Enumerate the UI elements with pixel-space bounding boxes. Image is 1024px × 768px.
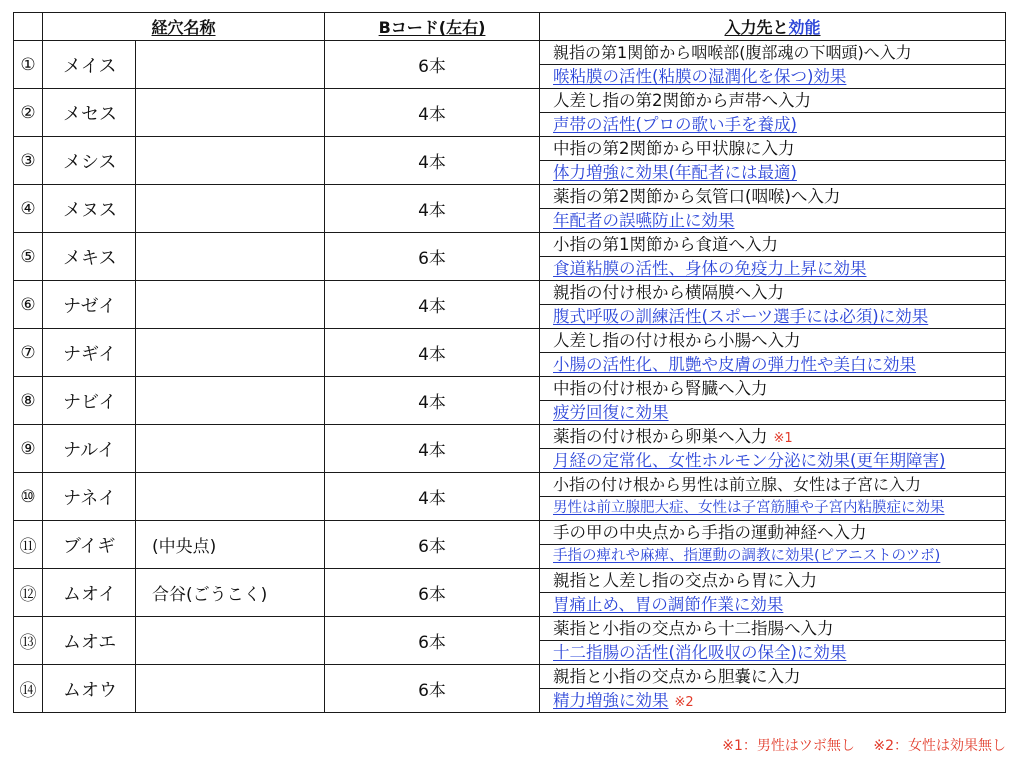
header-destination-label: 入力先と: [724, 18, 789, 37]
input-destination-text: 手の甲の中央点から手指の運動神経へ入力: [553, 523, 867, 542]
acupoint-note: [136, 281, 325, 329]
table-row: [14, 473, 1006, 521]
b-code-count: 6本: [325, 521, 540, 569]
acupoint-table-container: [13, 12, 1006, 713]
footnotes: [722, 735, 1006, 755]
effect: [540, 65, 1005, 88]
acupoint-note: (中央点): [136, 521, 325, 569]
effect: [540, 257, 1005, 280]
row-number: ③: [14, 137, 43, 185]
row-number: ④: [14, 185, 43, 233]
acupoint-name: メイス: [43, 41, 136, 89]
effect-text: 喉粘膜の活性(粘膜の湿潤化を保つ)効果: [553, 67, 847, 86]
input-destination: [540, 281, 1005, 305]
destination-cell: [540, 521, 1006, 569]
header-effect-label: 効能: [788, 18, 821, 37]
acupoint-note: [136, 473, 325, 521]
acupoint-name: ムオウ: [43, 665, 136, 713]
table-body: [14, 41, 1006, 713]
row-number: ⑨: [14, 425, 43, 473]
b-code-count: 6本: [325, 617, 540, 665]
effect: [540, 113, 1005, 136]
acupoint-note: [136, 185, 325, 233]
effect: [540, 161, 1005, 184]
footnote-mark: ※1: [773, 431, 793, 446]
acupoint-name: ムオイ: [43, 569, 136, 617]
header-destination: [540, 13, 1006, 41]
destination-cell: [540, 329, 1006, 377]
effect: [540, 449, 1005, 472]
effect-text: 食道粘膜の活性、身体の免疫力上昇に効果: [553, 259, 867, 278]
input-destination-text: 親指と小指の交点から胆嚢に入力: [553, 667, 801, 686]
acupoint-name: メシス: [43, 137, 136, 185]
row-number: ⑧: [14, 377, 43, 425]
input-destination-text: 小指の付け根から男性は前立腺、女性は子宮に入力: [553, 475, 922, 494]
input-destination-text: 薬指の付け根から卵巣へ入力: [553, 427, 768, 446]
destination-cell: [540, 41, 1006, 89]
effect: [540, 353, 1005, 376]
effect-text: 声帯の活性(プロの歌い手を養成): [553, 115, 797, 134]
table-row: [14, 185, 1006, 233]
footnote-2: ※2：女性は効果無し: [873, 738, 1006, 754]
effect-text: 十二指腸の活性(消化吸収の保全)に効果: [553, 643, 847, 662]
effect: [540, 401, 1005, 424]
destination-cell: [540, 473, 1006, 521]
effect-text: 精力増強に効果: [553, 691, 669, 710]
input-destination-text: 親指の第1関節から咽喉部(腹部魂の下咽頭)へ入力: [553, 43, 912, 62]
header-row: [14, 13, 1006, 41]
table-row: [14, 41, 1006, 89]
table-row: [14, 569, 1006, 617]
input-destination-text: 中指の第2関節から甲状腺に入力: [553, 139, 795, 158]
table-row: [14, 89, 1006, 137]
acupoint-name: メキス: [43, 233, 136, 281]
b-code-count: 6本: [325, 233, 540, 281]
effect-text: 疲労回復に効果: [553, 403, 669, 422]
input-destination-text: 人差し指の第2関節から声帯へ入力: [553, 91, 812, 110]
header-name: 経穴名称: [43, 13, 325, 41]
acupoint-name: ブイギ: [43, 521, 136, 569]
input-destination: [540, 89, 1005, 113]
table-row: [14, 521, 1006, 569]
b-code-count: 4本: [325, 281, 540, 329]
destination-cell: [540, 281, 1006, 329]
b-code-count: 4本: [325, 377, 540, 425]
input-destination: [540, 41, 1005, 65]
input-destination: [540, 233, 1005, 257]
table-row: [14, 329, 1006, 377]
input-destination-text: 薬指と小指の交点から十二指腸へ入力: [553, 619, 834, 638]
acupoint-note: [136, 665, 325, 713]
input-destination-text: 薬指の第2関節から気管口(咽喉)へ入力: [553, 187, 841, 206]
acupoint-note: [136, 233, 325, 281]
acupoint-name: ナネイ: [43, 473, 136, 521]
footnote-1: ※1：男性はツボ無し: [722, 738, 855, 754]
acupoint-name: メセス: [43, 89, 136, 137]
table-row: [14, 665, 1006, 713]
table-row: [14, 377, 1006, 425]
footnote-mark: ※2: [674, 695, 694, 710]
row-number: ⑫: [14, 569, 43, 617]
acupoint-name: メヌス: [43, 185, 136, 233]
b-code-count: 4本: [325, 425, 540, 473]
destination-cell: [540, 89, 1006, 137]
destination-cell: [540, 665, 1006, 713]
acupoint-table: [13, 12, 1006, 713]
destination-cell: [540, 233, 1006, 281]
effect: [540, 497, 1005, 520]
table-row: [14, 617, 1006, 665]
table-row: [14, 137, 1006, 185]
effect-text: 男性は前立腺肥大症、女性は子宮筋腫や子宮内粘膜症に効果: [553, 500, 945, 516]
acupoint-name: ナビイ: [43, 377, 136, 425]
acupoint-note: [136, 425, 325, 473]
input-destination-text: 親指の付け根から横隔膜へ入力: [553, 283, 785, 302]
acupoint-note: [136, 137, 325, 185]
destination-cell: [540, 569, 1006, 617]
input-destination: [540, 665, 1005, 689]
input-destination: [540, 329, 1005, 353]
effect: [540, 689, 1005, 712]
input-destination: [540, 425, 1005, 449]
effect-text: 年配者の誤嚥防止に効果: [553, 211, 735, 230]
row-number: ⑥: [14, 281, 43, 329]
b-code-count: 4本: [325, 137, 540, 185]
input-destination-text: 親指と人差し指の交点から胃に入力: [553, 571, 818, 590]
row-number: ⑦: [14, 329, 43, 377]
acupoint-name: ムオエ: [43, 617, 136, 665]
destination-cell: [540, 137, 1006, 185]
effect-text: 小腸の活性化、肌艶や皮膚の弾力性や美白に効果: [553, 355, 917, 374]
effect-text: 胃痛止め、胃の調節作業に効果: [553, 595, 784, 614]
effect: [540, 593, 1005, 616]
destination-cell: [540, 617, 1006, 665]
row-number: ⑪: [14, 521, 43, 569]
b-code-count: 6本: [325, 569, 540, 617]
b-code-count: 6本: [325, 41, 540, 89]
table-row: [14, 425, 1006, 473]
effect: [540, 641, 1005, 664]
input-destination-text: 小指の第1関節から食道へ入力: [553, 235, 779, 254]
acupoint-name: ナギイ: [43, 329, 136, 377]
input-destination: [540, 185, 1005, 209]
acupoint-note: [136, 41, 325, 89]
acupoint-name: ナゼイ: [43, 281, 136, 329]
effect-text: 腹式呼吸の訓練活性(スポーツ選手には必須)に効果: [553, 307, 929, 326]
b-code-count: 6本: [325, 665, 540, 713]
table-row: [14, 233, 1006, 281]
destination-cell: [540, 425, 1006, 473]
row-number: ①: [14, 41, 43, 89]
destination-cell: [540, 185, 1006, 233]
acupoint-note: [136, 329, 325, 377]
row-number: ⑩: [14, 473, 43, 521]
effect: [540, 545, 1005, 568]
effect: [540, 305, 1005, 328]
input-destination: [540, 377, 1005, 401]
input-destination: [540, 617, 1005, 641]
input-destination-text: 人差し指の付け根から小腸へ入力: [553, 331, 801, 350]
header-no: [14, 13, 43, 41]
acupoint-name: ナルイ: [43, 425, 136, 473]
effect: [540, 209, 1005, 232]
effect-text: 手指の痺れや麻痺、指運動の調教に効果(ピアニストのツボ): [553, 548, 941, 564]
effect-text: 体力増強に効果(年配者には最適): [553, 163, 797, 182]
table-row: [14, 281, 1006, 329]
row-number: ⑬: [14, 617, 43, 665]
row-number: ⑭: [14, 665, 43, 713]
row-number: ⑤: [14, 233, 43, 281]
input-destination: [540, 569, 1005, 593]
acupoint-note: 合谷(ごうこく): [136, 569, 325, 617]
effect-text: 月経の定常化、女性ホルモン分泌に効果(更年期障害): [553, 451, 946, 470]
b-code-count: 4本: [325, 473, 540, 521]
input-destination: [540, 473, 1005, 497]
acupoint-note: [136, 377, 325, 425]
input-destination-text: 中指の付け根から腎臓へ入力: [553, 379, 768, 398]
input-destination: [540, 521, 1005, 545]
b-code-count: 4本: [325, 89, 540, 137]
b-code-count: 4本: [325, 185, 540, 233]
acupoint-note: [136, 89, 325, 137]
destination-cell: [540, 377, 1006, 425]
input-destination: [540, 137, 1005, 161]
b-code-count: 4本: [325, 329, 540, 377]
acupoint-note: [136, 617, 325, 665]
row-number: ②: [14, 89, 43, 137]
header-code: Bコード(左右): [325, 13, 540, 41]
